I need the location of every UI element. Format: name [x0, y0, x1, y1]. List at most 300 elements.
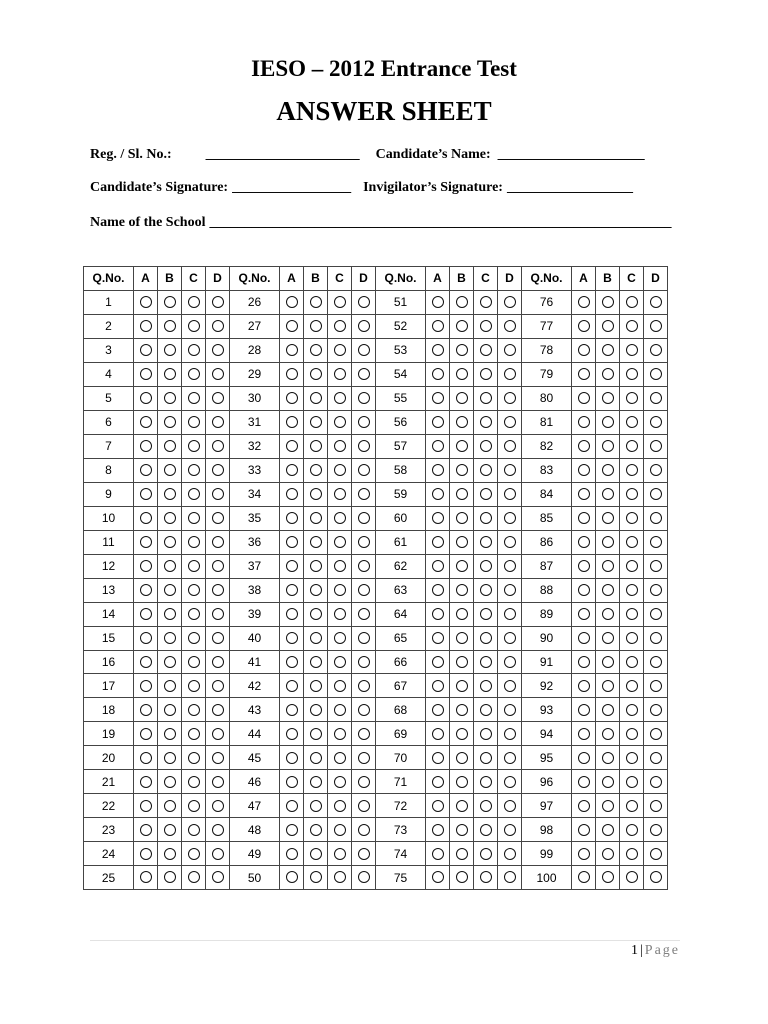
answer-bubble-b[interactable]: [164, 656, 176, 668]
answer-bubble-d[interactable]: [504, 704, 516, 716]
answer-bubble-b[interactable]: [456, 392, 468, 404]
answer-bubble-d[interactable]: [358, 584, 370, 596]
answer-bubble-b[interactable]: [456, 488, 468, 500]
answer-bubble-c[interactable]: [626, 632, 638, 644]
answer-bubble-c[interactable]: [626, 800, 638, 812]
answer-bubble-c[interactable]: [334, 560, 346, 572]
answer-bubble-d[interactable]: [358, 560, 370, 572]
answer-bubble-d[interactable]: [212, 536, 224, 548]
answer-bubble-c[interactable]: [480, 800, 492, 812]
answer-bubble-a[interactable]: [432, 536, 444, 548]
answer-bubble-d[interactable]: [650, 800, 662, 812]
answer-bubble-b[interactable]: [602, 488, 614, 500]
answer-bubble-d[interactable]: [212, 632, 224, 644]
answer-bubble-c[interactable]: [626, 416, 638, 428]
answer-bubble-a[interactable]: [286, 344, 298, 356]
answer-bubble-b[interactable]: [164, 776, 176, 788]
answer-bubble-d[interactable]: [212, 368, 224, 380]
answer-bubble-a[interactable]: [432, 560, 444, 572]
answer-bubble-c[interactable]: [188, 320, 200, 332]
answer-bubble-c[interactable]: [480, 464, 492, 476]
answer-bubble-d[interactable]: [650, 680, 662, 692]
answer-bubble-a[interactable]: [286, 608, 298, 620]
reg-no-field[interactable]: ______________________: [205, 147, 360, 162]
answer-bubble-a[interactable]: [140, 632, 152, 644]
answer-bubble-c[interactable]: [480, 560, 492, 572]
answer-bubble-c[interactable]: [188, 584, 200, 596]
answer-bubble-b[interactable]: [310, 536, 322, 548]
answer-bubble-b[interactable]: [164, 584, 176, 596]
answer-bubble-d[interactable]: [504, 656, 516, 668]
answer-bubble-c[interactable]: [480, 296, 492, 308]
answer-bubble-b[interactable]: [456, 608, 468, 620]
answer-bubble-b[interactable]: [310, 800, 322, 812]
answer-bubble-d[interactable]: [212, 824, 224, 836]
answer-bubble-a[interactable]: [286, 848, 298, 860]
answer-bubble-b[interactable]: [310, 728, 322, 740]
answer-bubble-c[interactable]: [188, 560, 200, 572]
answer-bubble-b[interactable]: [310, 680, 322, 692]
answer-bubble-c[interactable]: [480, 584, 492, 596]
answer-bubble-b[interactable]: [310, 776, 322, 788]
answer-bubble-c[interactable]: [188, 848, 200, 860]
answer-bubble-a[interactable]: [140, 584, 152, 596]
invigilator-signature-field[interactable]: __________________: [506, 180, 633, 195]
answer-bubble-c[interactable]: [480, 680, 492, 692]
answer-bubble-c[interactable]: [626, 656, 638, 668]
answer-bubble-b[interactable]: [456, 632, 468, 644]
answer-bubble-c[interactable]: [334, 632, 346, 644]
answer-bubble-a[interactable]: [578, 320, 590, 332]
answer-bubble-a[interactable]: [432, 488, 444, 500]
answer-bubble-c[interactable]: [626, 704, 638, 716]
answer-bubble-a[interactable]: [578, 440, 590, 452]
answer-bubble-a[interactable]: [578, 416, 590, 428]
answer-bubble-b[interactable]: [310, 344, 322, 356]
answer-bubble-d[interactable]: [358, 800, 370, 812]
answer-bubble-c[interactable]: [334, 512, 346, 524]
answer-bubble-d[interactable]: [358, 632, 370, 644]
candidate-signature-field[interactable]: _________________: [232, 180, 352, 195]
answer-bubble-c[interactable]: [480, 656, 492, 668]
answer-bubble-b[interactable]: [310, 416, 322, 428]
answer-bubble-d[interactable]: [212, 440, 224, 452]
answer-bubble-c[interactable]: [334, 871, 346, 883]
answer-bubble-d[interactable]: [504, 608, 516, 620]
answer-bubble-c[interactable]: [480, 752, 492, 764]
answer-bubble-a[interactable]: [286, 824, 298, 836]
answer-bubble-d[interactable]: [358, 368, 370, 380]
answer-bubble-c[interactable]: [188, 752, 200, 764]
answer-bubble-d[interactable]: [504, 848, 516, 860]
answer-bubble-a[interactable]: [578, 728, 590, 740]
answer-bubble-b[interactable]: [456, 296, 468, 308]
answer-bubble-d[interactable]: [212, 584, 224, 596]
answer-bubble-c[interactable]: [334, 392, 346, 404]
answer-bubble-a[interactable]: [578, 512, 590, 524]
answer-bubble-d[interactable]: [358, 824, 370, 836]
answer-bubble-a[interactable]: [578, 560, 590, 572]
answer-bubble-a[interactable]: [140, 392, 152, 404]
answer-bubble-a[interactable]: [432, 752, 444, 764]
answer-bubble-b[interactable]: [164, 488, 176, 500]
answer-bubble-a[interactable]: [432, 440, 444, 452]
answer-bubble-a[interactable]: [286, 656, 298, 668]
answer-bubble-a[interactable]: [140, 416, 152, 428]
answer-bubble-b[interactable]: [164, 296, 176, 308]
answer-bubble-c[interactable]: [334, 584, 346, 596]
answer-bubble-d[interactable]: [650, 848, 662, 860]
answer-bubble-a[interactable]: [140, 440, 152, 452]
answer-bubble-b[interactable]: [164, 752, 176, 764]
answer-bubble-a[interactable]: [140, 680, 152, 692]
answer-bubble-a[interactable]: [140, 344, 152, 356]
answer-bubble-a[interactable]: [432, 656, 444, 668]
answer-bubble-c[interactable]: [334, 368, 346, 380]
answer-bubble-d[interactable]: [212, 320, 224, 332]
answer-bubble-c[interactable]: [480, 440, 492, 452]
answer-bubble-c[interactable]: [188, 680, 200, 692]
answer-bubble-a[interactable]: [578, 608, 590, 620]
answer-bubble-a[interactable]: [578, 824, 590, 836]
answer-bubble-d[interactable]: [212, 656, 224, 668]
answer-bubble-a[interactable]: [286, 680, 298, 692]
answer-bubble-d[interactable]: [358, 608, 370, 620]
answer-bubble-d[interactable]: [650, 296, 662, 308]
answer-bubble-d[interactable]: [650, 440, 662, 452]
answer-bubble-d[interactable]: [358, 488, 370, 500]
answer-bubble-c[interactable]: [188, 512, 200, 524]
answer-bubble-c[interactable]: [480, 344, 492, 356]
answer-bubble-a[interactable]: [432, 800, 444, 812]
answer-bubble-b[interactable]: [164, 704, 176, 716]
answer-bubble-d[interactable]: [358, 296, 370, 308]
answer-bubble-d[interactable]: [358, 464, 370, 476]
answer-bubble-a[interactable]: [286, 440, 298, 452]
answer-bubble-b[interactable]: [164, 608, 176, 620]
answer-bubble-b[interactable]: [602, 704, 614, 716]
answer-bubble-d[interactable]: [212, 416, 224, 428]
answer-bubble-a[interactable]: [432, 871, 444, 883]
answer-bubble-d[interactable]: [212, 728, 224, 740]
answer-bubble-b[interactable]: [602, 871, 614, 883]
answer-bubble-b[interactable]: [602, 464, 614, 476]
answer-bubble-a[interactable]: [432, 416, 444, 428]
answer-bubble-b[interactable]: [310, 632, 322, 644]
answer-bubble-b[interactable]: [602, 296, 614, 308]
answer-bubble-c[interactable]: [626, 512, 638, 524]
answer-bubble-c[interactable]: [334, 344, 346, 356]
answer-bubble-c[interactable]: [480, 368, 492, 380]
answer-bubble-c[interactable]: [334, 848, 346, 860]
answer-bubble-b[interactable]: [456, 512, 468, 524]
answer-bubble-d[interactable]: [650, 584, 662, 596]
answer-bubble-d[interactable]: [358, 728, 370, 740]
answer-bubble-c[interactable]: [188, 488, 200, 500]
answer-bubble-d[interactable]: [650, 824, 662, 836]
answer-bubble-d[interactable]: [358, 680, 370, 692]
answer-bubble-d[interactable]: [504, 632, 516, 644]
answer-bubble-a[interactable]: [286, 704, 298, 716]
answer-bubble-c[interactable]: [480, 488, 492, 500]
answer-bubble-d[interactable]: [504, 512, 516, 524]
answer-bubble-d[interactable]: [358, 440, 370, 452]
answer-bubble-b[interactable]: [602, 800, 614, 812]
answer-bubble-a[interactable]: [432, 824, 444, 836]
answer-bubble-c[interactable]: [334, 464, 346, 476]
answer-bubble-d[interactable]: [212, 464, 224, 476]
answer-bubble-a[interactable]: [140, 464, 152, 476]
answer-bubble-b[interactable]: [602, 368, 614, 380]
answer-bubble-a[interactable]: [140, 536, 152, 548]
answer-bubble-b[interactable]: [456, 871, 468, 883]
answer-bubble-c[interactable]: [188, 656, 200, 668]
answer-bubble-a[interactable]: [578, 536, 590, 548]
answer-bubble-c[interactable]: [480, 416, 492, 428]
answer-bubble-b[interactable]: [310, 560, 322, 572]
answer-bubble-d[interactable]: [504, 824, 516, 836]
answer-bubble-a[interactable]: [140, 800, 152, 812]
answer-bubble-b[interactable]: [310, 296, 322, 308]
answer-bubble-b[interactable]: [602, 320, 614, 332]
answer-bubble-b[interactable]: [602, 416, 614, 428]
answer-bubble-b[interactable]: [164, 728, 176, 740]
answer-bubble-a[interactable]: [140, 824, 152, 836]
answer-bubble-d[interactable]: [212, 296, 224, 308]
answer-bubble-d[interactable]: [650, 320, 662, 332]
answer-bubble-c[interactable]: [334, 608, 346, 620]
answer-bubble-b[interactable]: [310, 512, 322, 524]
answer-bubble-c[interactable]: [334, 728, 346, 740]
answer-bubble-b[interactable]: [602, 560, 614, 572]
answer-bubble-b[interactable]: [164, 464, 176, 476]
answer-bubble-d[interactable]: [650, 392, 662, 404]
answer-bubble-d[interactable]: [358, 344, 370, 356]
answer-bubble-d[interactable]: [650, 560, 662, 572]
answer-bubble-d[interactable]: [212, 871, 224, 883]
answer-bubble-c[interactable]: [334, 440, 346, 452]
answer-bubble-b[interactable]: [602, 680, 614, 692]
answer-bubble-d[interactable]: [650, 464, 662, 476]
answer-bubble-a[interactable]: [140, 368, 152, 380]
answer-bubble-b[interactable]: [602, 752, 614, 764]
answer-bubble-c[interactable]: [626, 392, 638, 404]
answer-bubble-b[interactable]: [602, 824, 614, 836]
answer-bubble-a[interactable]: [432, 392, 444, 404]
answer-bubble-a[interactable]: [286, 776, 298, 788]
answer-bubble-a[interactable]: [432, 320, 444, 332]
answer-bubble-b[interactable]: [310, 871, 322, 883]
answer-bubble-a[interactable]: [578, 584, 590, 596]
answer-bubble-a[interactable]: [140, 656, 152, 668]
answer-bubble-b[interactable]: [164, 368, 176, 380]
answer-bubble-b[interactable]: [164, 440, 176, 452]
answer-bubble-d[interactable]: [358, 320, 370, 332]
answer-bubble-a[interactable]: [432, 704, 444, 716]
answer-bubble-c[interactable]: [334, 320, 346, 332]
answer-bubble-b[interactable]: [310, 488, 322, 500]
answer-bubble-c[interactable]: [480, 871, 492, 883]
answer-bubble-d[interactable]: [650, 488, 662, 500]
answer-bubble-a[interactable]: [578, 871, 590, 883]
answer-bubble-b[interactable]: [602, 512, 614, 524]
answer-bubble-c[interactable]: [188, 608, 200, 620]
answer-bubble-b[interactable]: [164, 800, 176, 812]
answer-bubble-a[interactable]: [140, 512, 152, 524]
answer-bubble-c[interactable]: [188, 800, 200, 812]
answer-bubble-a[interactable]: [432, 368, 444, 380]
answer-bubble-d[interactable]: [358, 871, 370, 883]
answer-bubble-d[interactable]: [358, 848, 370, 860]
answer-bubble-d[interactable]: [504, 560, 516, 572]
answer-bubble-d[interactable]: [504, 584, 516, 596]
answer-bubble-b[interactable]: [164, 392, 176, 404]
answer-bubble-c[interactable]: [626, 560, 638, 572]
answer-bubble-d[interactable]: [504, 776, 516, 788]
answer-bubble-a[interactable]: [140, 776, 152, 788]
answer-bubble-c[interactable]: [626, 296, 638, 308]
answer-bubble-b[interactable]: [310, 752, 322, 764]
answer-bubble-d[interactable]: [504, 392, 516, 404]
answer-bubble-b[interactable]: [310, 824, 322, 836]
answer-bubble-d[interactable]: [504, 320, 516, 332]
answer-bubble-d[interactable]: [504, 368, 516, 380]
answer-bubble-c[interactable]: [188, 392, 200, 404]
answer-bubble-c[interactable]: [188, 632, 200, 644]
answer-bubble-b[interactable]: [310, 440, 322, 452]
answer-bubble-b[interactable]: [602, 656, 614, 668]
answer-bubble-c[interactable]: [480, 608, 492, 620]
answer-bubble-b[interactable]: [310, 704, 322, 716]
answer-bubble-b[interactable]: [602, 440, 614, 452]
answer-bubble-c[interactable]: [480, 512, 492, 524]
answer-bubble-c[interactable]: [480, 704, 492, 716]
answer-bubble-b[interactable]: [310, 584, 322, 596]
answer-bubble-c[interactable]: [188, 464, 200, 476]
answer-bubble-b[interactable]: [456, 728, 468, 740]
answer-bubble-b[interactable]: [456, 320, 468, 332]
answer-bubble-b[interactable]: [310, 392, 322, 404]
answer-bubble-c[interactable]: [188, 704, 200, 716]
answer-bubble-c[interactable]: [334, 488, 346, 500]
answer-bubble-d[interactable]: [358, 752, 370, 764]
answer-bubble-c[interactable]: [334, 680, 346, 692]
answer-bubble-b[interactable]: [456, 368, 468, 380]
answer-bubble-c[interactable]: [188, 344, 200, 356]
answer-bubble-b[interactable]: [164, 536, 176, 548]
answer-bubble-d[interactable]: [504, 680, 516, 692]
answer-bubble-b[interactable]: [456, 776, 468, 788]
school-field[interactable]: __________________________________________________________________: [209, 215, 672, 230]
answer-bubble-d[interactable]: [650, 656, 662, 668]
answer-bubble-d[interactable]: [212, 704, 224, 716]
answer-bubble-b[interactable]: [310, 368, 322, 380]
answer-bubble-b[interactable]: [164, 320, 176, 332]
answer-bubble-b[interactable]: [456, 416, 468, 428]
answer-bubble-d[interactable]: [650, 632, 662, 644]
answer-bubble-a[interactable]: [432, 728, 444, 740]
answer-bubble-b[interactable]: [456, 680, 468, 692]
answer-bubble-d[interactable]: [650, 416, 662, 428]
answer-bubble-d[interactable]: [650, 368, 662, 380]
answer-bubble-a[interactable]: [140, 488, 152, 500]
answer-bubble-c[interactable]: [480, 824, 492, 836]
answer-bubble-b[interactable]: [164, 416, 176, 428]
answer-bubble-b[interactable]: [456, 824, 468, 836]
answer-bubble-d[interactable]: [212, 752, 224, 764]
answer-bubble-d[interactable]: [504, 728, 516, 740]
answer-bubble-c[interactable]: [334, 800, 346, 812]
answer-bubble-d[interactable]: [650, 704, 662, 716]
answer-bubble-b[interactable]: [456, 656, 468, 668]
answer-bubble-d[interactable]: [650, 728, 662, 740]
answer-bubble-b[interactable]: [310, 464, 322, 476]
answer-bubble-c[interactable]: [626, 536, 638, 548]
answer-bubble-c[interactable]: [334, 824, 346, 836]
answer-bubble-d[interactable]: [212, 680, 224, 692]
answer-bubble-a[interactable]: [140, 848, 152, 860]
answer-bubble-d[interactable]: [650, 871, 662, 883]
answer-bubble-d[interactable]: [504, 752, 516, 764]
answer-bubble-b[interactable]: [310, 320, 322, 332]
answer-bubble-d[interactable]: [358, 776, 370, 788]
answer-bubble-c[interactable]: [626, 728, 638, 740]
answer-bubble-b[interactable]: [164, 824, 176, 836]
answer-bubble-b[interactable]: [164, 871, 176, 883]
answer-bubble-c[interactable]: [626, 440, 638, 452]
answer-bubble-d[interactable]: [650, 344, 662, 356]
answer-bubble-c[interactable]: [480, 848, 492, 860]
answer-bubble-d[interactable]: [504, 464, 516, 476]
answer-bubble-b[interactable]: [602, 632, 614, 644]
answer-bubble-a[interactable]: [140, 320, 152, 332]
answer-bubble-c[interactable]: [188, 824, 200, 836]
answer-bubble-b[interactable]: [456, 752, 468, 764]
answer-bubble-a[interactable]: [286, 320, 298, 332]
answer-bubble-c[interactable]: [626, 776, 638, 788]
answer-bubble-c[interactable]: [188, 416, 200, 428]
answer-bubble-d[interactable]: [650, 536, 662, 548]
answer-bubble-c[interactable]: [188, 368, 200, 380]
answer-bubble-a[interactable]: [286, 488, 298, 500]
answer-bubble-b[interactable]: [456, 464, 468, 476]
answer-bubble-a[interactable]: [286, 560, 298, 572]
answer-bubble-b[interactable]: [164, 680, 176, 692]
answer-bubble-a[interactable]: [578, 368, 590, 380]
answer-bubble-d[interactable]: [650, 776, 662, 788]
answer-bubble-d[interactable]: [504, 440, 516, 452]
answer-bubble-a[interactable]: [140, 728, 152, 740]
answer-bubble-a[interactable]: [578, 392, 590, 404]
answer-bubble-b[interactable]: [602, 848, 614, 860]
answer-bubble-d[interactable]: [358, 416, 370, 428]
answer-bubble-c[interactable]: [626, 871, 638, 883]
answer-bubble-c[interactable]: [188, 871, 200, 883]
answer-bubble-a[interactable]: [432, 344, 444, 356]
answer-bubble-c[interactable]: [188, 536, 200, 548]
answer-bubble-b[interactable]: [164, 560, 176, 572]
answer-bubble-a[interactable]: [286, 368, 298, 380]
answer-bubble-d[interactable]: [212, 560, 224, 572]
answer-bubble-a[interactable]: [286, 296, 298, 308]
answer-bubble-c[interactable]: [334, 536, 346, 548]
answer-bubble-a[interactable]: [578, 776, 590, 788]
answer-bubble-a[interactable]: [286, 416, 298, 428]
answer-bubble-c[interactable]: [334, 704, 346, 716]
answer-bubble-c[interactable]: [626, 824, 638, 836]
answer-bubble-a[interactable]: [578, 632, 590, 644]
answer-bubble-d[interactable]: [358, 512, 370, 524]
